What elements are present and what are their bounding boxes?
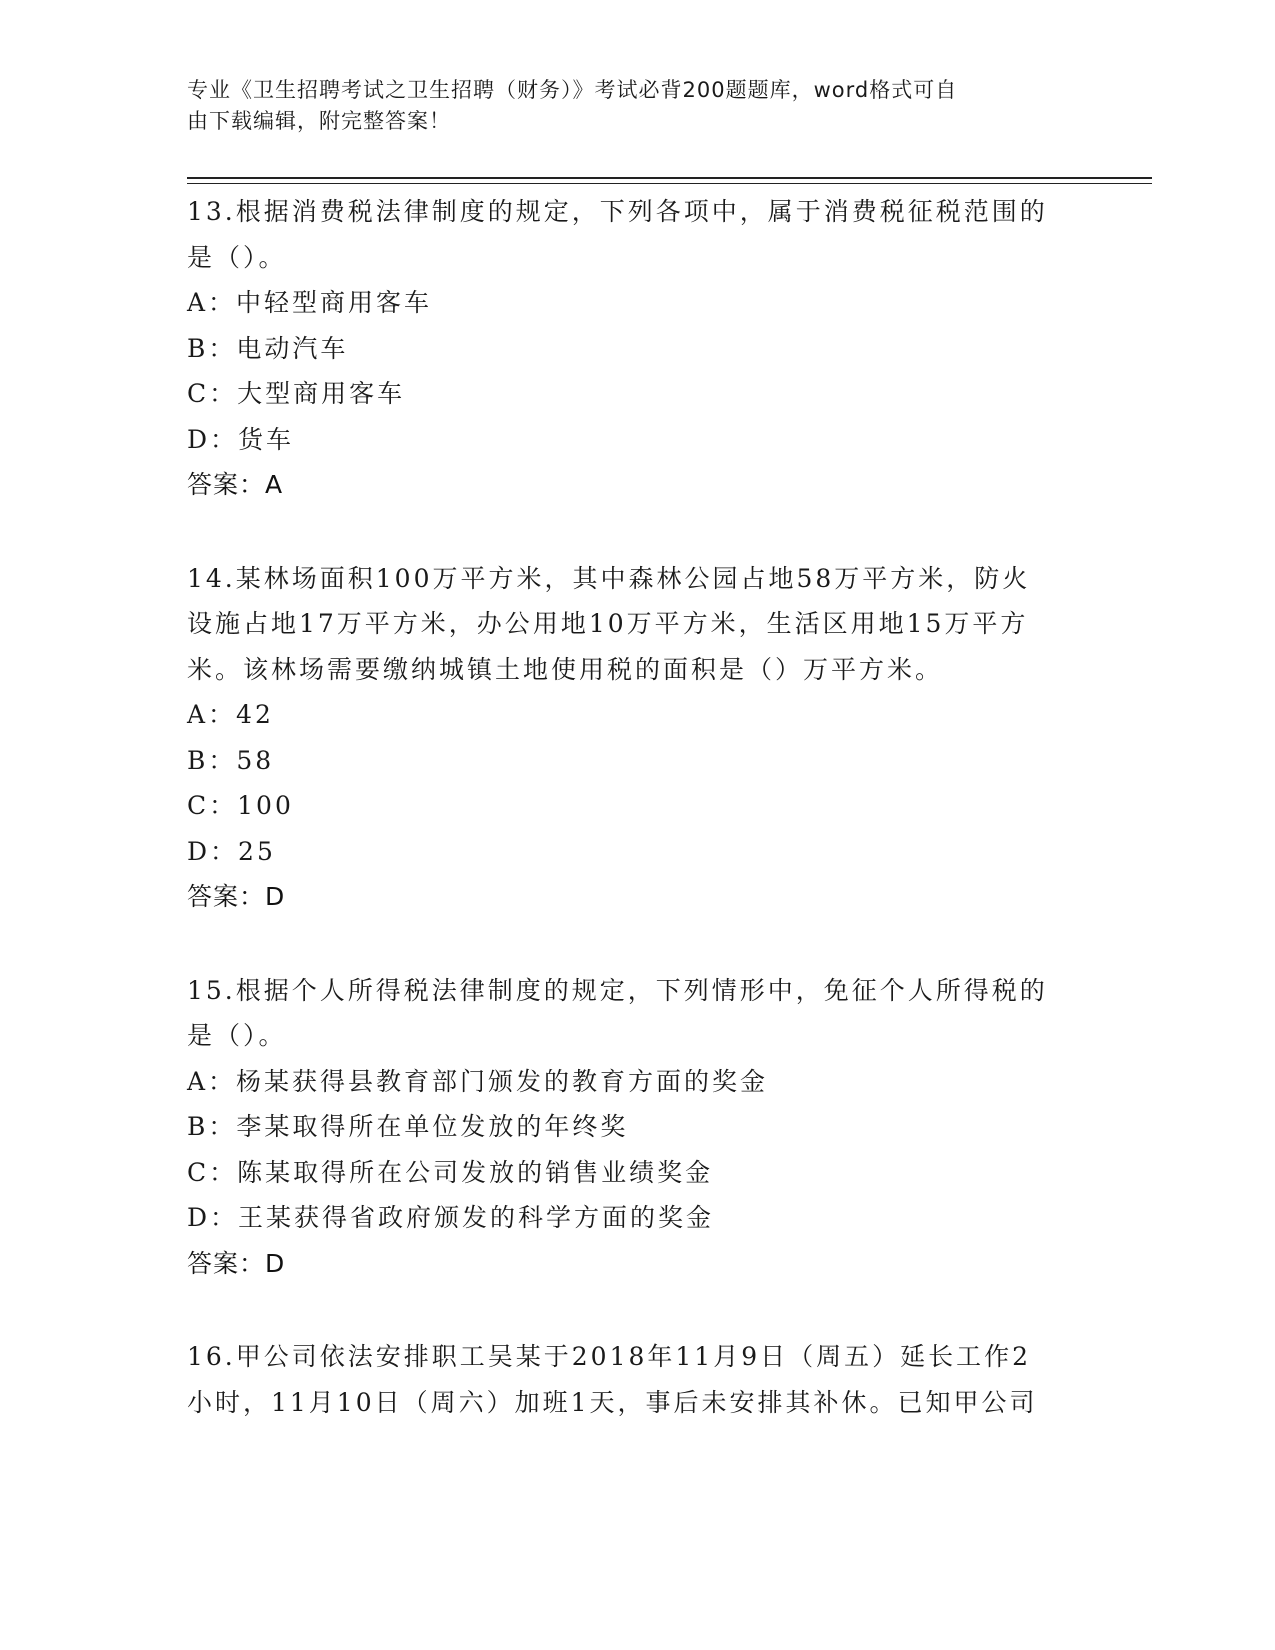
document-header	[187, 75, 1077, 137]
option-b: B：李某取得所在单位发放的年终奖	[187, 1112, 629, 1141]
question-16	[187, 1334, 1087, 1425]
header-divider-thick	[187, 177, 1152, 179]
option-d: D：货车	[187, 424, 295, 454]
question-text-line: 小时，11月10日（周六）加班1天，事后未安排其补休。已知甲公司	[187, 1387, 1038, 1417]
option-a: A：42	[187, 700, 274, 729]
option-b: B：58	[187, 745, 275, 775]
answer-line: 答案：D	[187, 882, 286, 911]
question-text-line: 13.根据消费税法律制度的规定，下列各项中，属于消费税征税范围的	[187, 197, 1048, 226]
option-c: C：100	[187, 791, 294, 820]
option-c: C：陈某取得所在公司发放的销售业绩奖金	[187, 1157, 714, 1187]
option-c: C：大型商用客车	[187, 379, 406, 408]
option-a: A：中轻型商用客车	[187, 288, 433, 317]
question-list	[187, 189, 1087, 1473]
question-15	[187, 968, 1087, 1287]
question-13	[187, 189, 1087, 508]
question-text-line: 16.甲公司依法安排职工吴某于2018年11月9日（周五）延长工作2	[187, 1342, 1032, 1371]
answer-line: 答案：D	[187, 1248, 286, 1278]
header-line-2: 由下载编辑，附完整答案！	[187, 109, 451, 133]
option-d: D：王某获得省政府颁发的科学方面的奖金	[187, 1203, 715, 1232]
option-a: A：杨某获得县教育部门颁发的教育方面的奖金	[187, 1066, 769, 1096]
header-line-1: 专业《卫生招聘考试之卫生招聘（财务）》考试必背200题题库，word格式可自	[187, 78, 958, 102]
answer-line: 答案：A	[187, 470, 284, 499]
question-text-line: 是（）。	[187, 242, 287, 272]
question-text-line: 米。该林场需要缴纳城镇土地使用税的面积是（）万平方米。	[187, 654, 944, 684]
question-text-line: 14.某林场面积100万平方米，其中森林公园占地58万平方米，防火	[187, 563, 1031, 593]
header-divider-thin	[187, 183, 1152, 184]
option-d: D：25	[187, 836, 276, 866]
option-b: B：电动汽车	[187, 333, 349, 363]
question-14	[187, 556, 1087, 920]
question-text-line: 是（）。	[187, 1021, 287, 1050]
question-text-line: 15.根据个人所得税法律制度的规定，下列情形中，免征个人所得税的	[187, 975, 1048, 1005]
question-text-line: 设施占地17万平方米，办公用地10万平方米，生活区用地15万平方	[187, 609, 1029, 638]
